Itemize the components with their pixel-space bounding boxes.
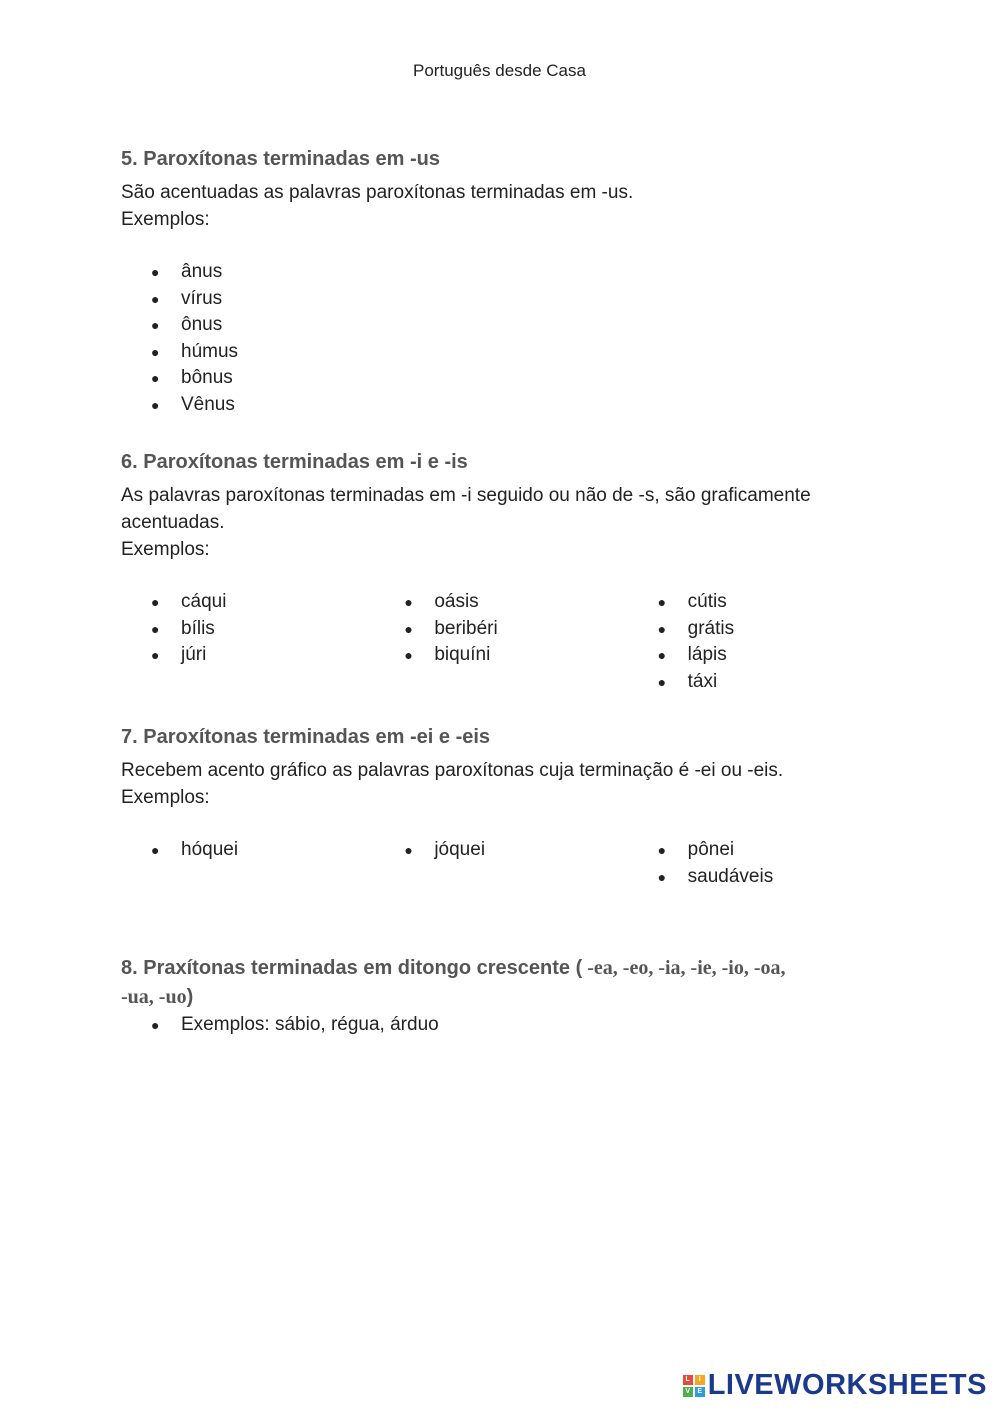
section-8-endings-line2: -ua, -uo <box>121 986 187 1008</box>
list-item <box>628 616 881 643</box>
list-item <box>121 642 374 669</box>
bullet-icon: ● <box>151 317 160 334</box>
bullet-icon: ● <box>657 620 667 637</box>
bullet-icon: ● <box>404 647 413 664</box>
list-item <box>628 642 881 669</box>
section-8-item: Exemplos: sábio, régua, árduo <box>181 1014 439 1035</box>
list-item <box>121 365 881 392</box>
list-item-text: Vênus <box>181 393 235 415</box>
list-item <box>628 669 881 696</box>
logo-letter: I <box>695 1375 705 1385</box>
list-item <box>121 259 881 286</box>
section-8-list <box>121 1012 881 1039</box>
logo-letter: L <box>683 1375 693 1385</box>
section-6-columns <box>121 589 881 695</box>
list-item-text: táxi <box>687 670 718 692</box>
logo-text: LIVEWORKSHEETS <box>707 1369 987 1401</box>
list-item-text: jóquei <box>434 839 486 860</box>
bullet-icon: ● <box>657 868 667 885</box>
bullet-icon: ● <box>151 290 160 307</box>
list-item-text: lápis <box>687 644 727 666</box>
section-7-examples-label: Exemplos: <box>121 787 210 808</box>
list-item-text: júri <box>181 644 207 666</box>
list-item-text: bílis <box>181 617 215 639</box>
section-8-heading-close: ) <box>186 986 194 1008</box>
list-item-text: ônus <box>181 314 223 336</box>
list-item <box>121 1012 881 1039</box>
section-6-col-1 <box>121 589 374 695</box>
section-7-col-2 <box>374 837 627 890</box>
list-item-text: cáqui <box>181 591 227 612</box>
list-item-text: biquíni <box>434 644 491 666</box>
list-item <box>121 339 881 366</box>
list-item <box>374 837 627 864</box>
list-item-text: grátis <box>687 617 735 639</box>
section-5-list <box>121 259 881 419</box>
bullet-icon: ● <box>657 594 667 610</box>
section-5-heading: 5. Paroxítonas terminadas em -us <box>121 148 441 170</box>
bullet-icon: ● <box>404 620 413 637</box>
list-item <box>121 312 881 339</box>
list-item <box>121 616 374 643</box>
list-item <box>374 589 627 616</box>
bullet-icon: ● <box>151 370 160 387</box>
section-8-endings-line1: -ea, -eo, -ia, -ie, -io, -oa, <box>582 957 786 979</box>
bullet-icon: ● <box>404 842 413 858</box>
list-item <box>121 286 881 313</box>
section-6-col-2 <box>374 589 627 695</box>
list-item-text: pônei <box>687 839 735 860</box>
section-7-columns <box>121 837 881 890</box>
section-8-heading <box>121 954 881 1012</box>
section-7-text: Recebem acento gráfico as palavras paroxítonas cuja terminação é -ei ou -eis. <box>121 760 784 781</box>
list-item-text: húmus <box>181 340 239 362</box>
bullet-icon: ● <box>657 673 667 690</box>
section-8-heading-main: 8. Praxítonas terminadas em ditongo crescente ( <box>121 957 583 979</box>
list-item-text: beribéri <box>434 617 498 639</box>
list-item <box>374 616 627 643</box>
list-item-text: hóquei <box>181 839 239 860</box>
bullet-icon: ● <box>151 264 160 280</box>
bullet-icon: ● <box>151 620 160 637</box>
section-6-heading: 6. Paroxítonas terminadas em -i e -is <box>121 451 468 473</box>
list-item-text: cútis <box>687 591 727 612</box>
bullet-icon: ● <box>151 343 160 360</box>
list-item <box>121 837 374 864</box>
list-item-text: vírus <box>181 287 223 309</box>
section-6-text-line2: acentuadas. <box>121 512 225 533</box>
bullet-icon: ● <box>151 647 160 664</box>
list-item-text: bônus <box>181 367 233 389</box>
logo-letter: V <box>683 1387 693 1397</box>
section-5 <box>121 145 881 419</box>
section-6-examples-label: Exemplos: <box>121 539 210 560</box>
section-8 <box>121 954 881 1039</box>
logo-grid-icon <box>683 1375 705 1397</box>
list-item-text: oásis <box>434 591 479 612</box>
section-7-heading: 7. Paroxítonas terminadas em -ei e -eis <box>121 726 491 748</box>
section-7-col-1 <box>121 837 374 890</box>
list-item <box>121 589 374 616</box>
bullet-icon: ● <box>657 842 667 858</box>
bullet-icon: ● <box>151 594 160 610</box>
list-item <box>121 392 881 419</box>
bullet-icon: ● <box>404 594 413 610</box>
bullet-icon: ● <box>151 396 160 413</box>
bullet-icon: ● <box>151 842 160 858</box>
section-7 <box>121 723 881 890</box>
section-6-text-line1: As palavras paroxítonas terminadas em -i seguido ou não de -s, são graficamente <box>121 485 811 506</box>
section-7-col-3 <box>628 837 881 890</box>
bullet-icon: ● <box>657 647 667 664</box>
section-6 <box>121 448 881 695</box>
list-item <box>628 589 881 616</box>
list-item <box>628 837 881 864</box>
section-5-examples-label: Exemplos: <box>121 209 210 230</box>
liveworksheets-logo <box>683 1369 987 1402</box>
logo-letter: E <box>695 1387 705 1397</box>
bullet-icon: ● <box>151 1017 160 1033</box>
section-6-col-3 <box>628 589 881 695</box>
page-header: Português desde Casa <box>413 61 586 80</box>
list-item <box>374 642 627 669</box>
list-item-text: ânus <box>181 261 223 282</box>
list-item <box>628 864 881 891</box>
list-item-text: saudáveis <box>687 865 774 887</box>
section-5-text: São acentuadas as palavras paroxítonas terminadas em -us. <box>121 182 634 203</box>
